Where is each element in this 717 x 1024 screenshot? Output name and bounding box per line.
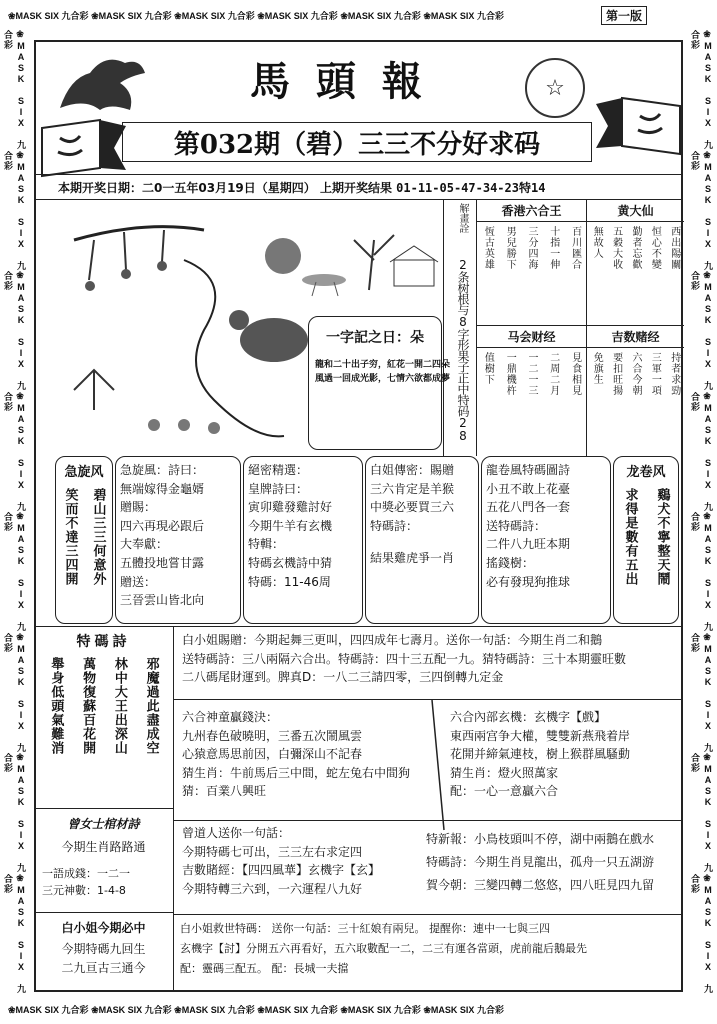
bai-verse: 二九亘古三通今: [61, 960, 146, 975]
verse-column: 萬物復蘇百花開: [80, 657, 96, 755]
right-scroll-banner-icon: [592, 96, 682, 158]
riddle-side-text: 2条树根与8字形果子正中特码28: [456, 258, 470, 442]
verse-column: 一鼎機杵: [504, 352, 516, 396]
poem-line: 曾道人送你一句話：: [182, 826, 291, 840]
poem-line: 搖錢樹：: [486, 555, 535, 570]
riddle-verse: 龍和二十出子穷，紅花一開二四朵: [315, 360, 451, 370]
page-title: 馬 頭 報: [250, 58, 428, 105]
border-pattern: ❀MASK SIX 九合彩: [340, 10, 421, 21]
whirlwind-verses: [56, 488, 112, 586]
border-pattern: ❀MASK SIX 九合彩: [3, 512, 26, 632]
verse-column: 三軍一項: [649, 352, 661, 396]
border-pattern: ❀MASK SIX 九合彩: [8, 1004, 89, 1015]
verse-column: 求得是數有五出: [622, 488, 638, 586]
bai-gift-box: [174, 626, 683, 700]
poem-line: 特輯：: [248, 537, 285, 552]
poem-line: 三晉雲山皆北向: [120, 593, 205, 608]
whirlwind-title: 急旋风: [64, 465, 104, 480]
special-poem-title: 特碼詩: [76, 634, 131, 650]
left-scroll-banner-icon: [40, 118, 130, 180]
poem-line: 今期特轉三六到，一六運程八九好: [182, 881, 363, 896]
border-pattern: ❀MASK SIX 九合彩: [690, 512, 713, 632]
draw-info-bar: [34, 174, 683, 200]
huang-panel-title: 黄大仙: [587, 200, 684, 222]
zeng-numbers: 三元神數：1-4-8: [42, 884, 126, 898]
border-pattern: ❀MASK SIX 九合彩: [3, 271, 26, 391]
poem-line: 中獎必要買三六: [370, 500, 455, 515]
verse-column: 男兒勝下: [504, 226, 516, 270]
tornado-title: 龙卷风: [626, 465, 666, 480]
special-poem-box: [34, 626, 174, 808]
xin-box: [422, 826, 682, 912]
riddle-box: [308, 316, 451, 450]
divider-line: [428, 700, 448, 830]
poem-line: 心猿意馬思前因，白彌深山不記春: [182, 747, 363, 762]
verse-column: 碧山三三何意外: [90, 488, 106, 586]
poem-line: 今期牛羊有玄機: [248, 518, 333, 533]
verse-column: 三分四海: [525, 226, 537, 270]
hk-panel-verses: [477, 226, 586, 270]
ma-panel: [477, 326, 587, 456]
gift-line: 白小姐賜贈：今期起舞三更叫，四四成年七壽月。送你一句話：今期生肖二和鵝: [182, 633, 603, 647]
border-pattern: ❀MASK SIX 九合彩: [690, 30, 713, 150]
top-border-band: [0, 0, 717, 30]
bottom-line: 白小姐救世特碼： 送你一句話：三十紅娘有兩兒。 提醒你：連中一七與三四: [180, 922, 550, 935]
draw-result: 01-11-05-47-34-23特14: [396, 180, 546, 195]
verse-column: 一二一三: [525, 352, 537, 396]
poem-line: 皇牌詩曰：: [248, 481, 309, 496]
seal-stamp: [525, 58, 585, 118]
border-pattern: ❀MASK SIX 九合彩: [3, 632, 26, 753]
whirlwind-poem-box: [115, 456, 241, 624]
draw-date-label: 本期开奖日期：: [58, 180, 143, 195]
border-pattern: ❀MASK SIX 九合彩: [257, 10, 338, 21]
zeng-words: 一語成錢：一二一: [42, 867, 130, 880]
poem-line: 配：一心一意贏六合: [450, 784, 559, 799]
star-icon: ☆: [545, 75, 565, 101]
poem-line: 四六再現必跟后: [120, 518, 205, 533]
right-border-band: [687, 30, 717, 994]
gift-line: 送特碼詩：三八兩隔六合出。特碼詩：四十三五配一九。猜特碼詩：三十本期靈旺數: [182, 651, 627, 666]
border-pattern: ❀MASK SIX 九合彩: [3, 391, 26, 512]
poem-line: 賀今朝：三變四轉二悠悠，四八旺見四九留: [426, 877, 655, 892]
poem-line: 猜生肖：燈火照萬家: [450, 765, 559, 780]
border-pattern: ❀MASK SIX 九合彩: [91, 1004, 172, 1015]
bottom-line: 玄機字【討】分開五六再看好，五六取數配一二，二三有運各當頭，虎前龍后鵝最先: [180, 941, 587, 955]
border-pattern: ❀MASK SIX 九合彩: [690, 391, 713, 512]
border-pattern: ❀MASK SIX 九合彩: [690, 271, 713, 391]
verse-column: 舉身低頭氣難消: [48, 657, 64, 755]
border-pattern: ❀MASK SIX 九合彩: [3, 150, 26, 271]
left-border-band: [0, 30, 30, 994]
border-pattern: ❀MASK SIX 九合彩: [174, 1004, 255, 1015]
border-pattern: ❀MASK SIX 九合彩: [174, 10, 255, 21]
verse-column: 二周二月: [547, 352, 559, 396]
verse-column: 五穀大收: [610, 226, 622, 270]
issue-banner: 第032期（碧）三三不分好求码: [122, 122, 592, 162]
divider: [174, 820, 683, 821]
verse-column: 要扣旺揚: [610, 352, 622, 396]
poem-line: 急旋風：詩曰：: [120, 463, 205, 477]
bottom-border-band: [0, 994, 717, 1024]
tornado-verses: [614, 488, 678, 586]
border-pattern: ❀MASK SIX 九合彩: [8, 10, 89, 21]
poem-line: 絕密精選：: [248, 463, 309, 477]
poem-line: 今期特碼七可出，三三左右求定四: [182, 844, 363, 859]
poem-line: 三六肯定是羊猴: [370, 481, 455, 496]
riddle-verse: 風過一回成光影，七情六欲都成夢: [315, 373, 451, 384]
poem-line: 無端嫁得金龜婿: [120, 481, 205, 496]
ji-panel: [587, 326, 684, 456]
border-pattern: ❀MASK SIX 九合彩: [690, 873, 713, 994]
liu-left-box: [176, 704, 434, 816]
border-pattern: ❀MASK SIX 九合彩: [3, 30, 26, 150]
right-panels: [476, 200, 683, 456]
border-pattern: ❀MASK SIX 九合彩: [690, 753, 713, 873]
verse-column: 恆古英雄: [482, 226, 494, 270]
draw-date: 二0一五年03月19日（星期四）: [142, 180, 316, 195]
zeng-title: 曾女士棺材詩: [67, 817, 140, 831]
poem-line: 特碼詩：: [370, 518, 419, 533]
border-pattern: ❀MASK SIX 九合彩: [3, 873, 26, 994]
poem-line: 吉數賭經：【四四風華】玄機字【玄】: [182, 863, 381, 878]
dao-box: [178, 822, 418, 914]
poem-line: 特碼玄機詩中猜: [248, 555, 333, 570]
liu-right-box: [446, 704, 682, 816]
bai-verse: 今期特碼九回生: [61, 942, 146, 956]
huang-panel: [587, 200, 684, 326]
poem-line: 白姐傳密：賜贈: [370, 463, 455, 477]
verse-column: 恒心不變: [649, 226, 661, 270]
riddle-word: 朵: [410, 330, 424, 346]
poem-line: 東西兩宫争大權，雙雙新燕飛着岸: [450, 728, 631, 743]
result-label: 上期开奖结果: [319, 180, 392, 195]
poem-line: 必有發現狗推球: [486, 574, 571, 589]
bai-title: 白小姐今期必中: [61, 921, 146, 935]
verse-column: 值樹下: [482, 352, 494, 385]
ji-panel-verses: [587, 352, 684, 396]
verse-column: 六合今朝: [629, 352, 641, 396]
border-pattern: ❀MASK SIX 九合彩: [690, 632, 713, 753]
tornado-box: [613, 456, 679, 624]
verse-column: 持者求勁: [668, 352, 680, 396]
border-pattern: ❀MASK SIX 九合彩: [257, 1004, 338, 1015]
bai-box: [34, 912, 174, 992]
secret-picks-box: [243, 456, 363, 624]
poem-line: 五花八門各一套: [486, 500, 571, 515]
poem-line: 贈賜：: [120, 500, 157, 515]
poem-line: 六合神童贏錢決：: [182, 710, 279, 724]
riddle-side-label: 解畫詮: [457, 203, 468, 233]
page-label: 第一版: [601, 6, 647, 25]
ma-panel-verses: [477, 352, 586, 396]
bai-secret-box: [365, 456, 479, 624]
verse-column: 免旗生: [591, 352, 603, 385]
verse-column: 見食相見: [569, 352, 581, 396]
border-pattern: ❀MASK SIX 九合彩: [340, 1004, 421, 1015]
poem-line: 特碼：11-46周: [248, 574, 331, 589]
zeng-box: [34, 808, 174, 912]
poem-line: 大奉獻：: [120, 537, 169, 552]
poem-line: 猜：百業八興旺: [182, 784, 267, 799]
border-pattern: ❀MASK SIX 九合彩: [91, 10, 172, 21]
bottom-line: 配：靈碼三配五。 配：長城一夫擋: [180, 961, 349, 975]
verse-column: 百川匯合: [569, 226, 581, 270]
ji-panel-title: 吉数赌经: [587, 326, 684, 348]
poem-line: 五體投地嘗甘露: [120, 555, 205, 570]
verse-column: 鷄犬不寧整天鬧: [654, 488, 670, 586]
hk-panel-title: 香港六合王: [477, 200, 586, 222]
border-pattern: ❀MASK SIX 九合彩: [423, 1004, 504, 1015]
whirlwind-box: [55, 456, 113, 624]
border-pattern: ❀MASK SIX 九合彩: [3, 753, 26, 873]
hk-panel: [477, 200, 587, 326]
bottom-box: [174, 914, 683, 992]
verse-column: 勤者忘歡: [629, 226, 641, 270]
poem-line: 小丑不敢上花臺: [486, 481, 571, 496]
ma-panel-title: 马会财经: [477, 326, 586, 348]
verse-column: 西出陽關: [668, 226, 680, 270]
poem-line: 特新報：小鳥枝頭叫不停，湖中兩鵝在戲水: [426, 832, 655, 846]
border-pattern: ❀MASK SIX 九合彩: [690, 150, 713, 271]
tornado-poem-box: [481, 456, 611, 624]
poem-line: 特碼詩：今期生肖見龍出，孤舟一只五湖游: [426, 854, 655, 869]
verse-column: 林中大王出深山: [111, 657, 127, 755]
verse-column: 笑而不達三四開: [62, 488, 78, 586]
poem-line: 九州春色破曉明，三番五次鬧風雲: [182, 728, 363, 743]
zeng-line: 今期生肖路路通: [61, 840, 146, 854]
poem-line: 送特碼詩：: [486, 518, 547, 533]
riddle-verses: [315, 359, 451, 387]
poem-line: 贈送：: [120, 574, 157, 589]
verse-column: 無故人: [591, 226, 603, 259]
poem-line: 猜生肖：牛前馬后三中間，蛇左兔右中間狗: [182, 765, 411, 780]
verse-column: 十指一伸: [547, 226, 559, 270]
verse-column: 邪魔過此盡成空: [143, 657, 159, 755]
poem-line: 花開并締氣連枝，樹上猴群風騷動: [450, 747, 631, 762]
poem-line: 二件八九旺本期: [486, 537, 571, 552]
special-poem-verses: [40, 657, 167, 755]
poem-line: 六合內部玄機：玄機字【戲】: [450, 710, 607, 724]
huang-panel-verses: [587, 226, 684, 270]
word-label: 一字記之日：: [326, 330, 410, 346]
poem-line: 龍卷風特碼圖詩: [486, 463, 571, 477]
horse-logo-icon: [50, 48, 150, 118]
gift-line: 二八碼尾財運到。脾真D：一八二三請四零，三四倒轉九定金: [182, 670, 504, 685]
poem-line: 結果雞虎爭一肖: [370, 551, 455, 566]
border-pattern: ❀MASK SIX 九合彩: [423, 10, 504, 21]
poem-line: 寅卯雞發雞討好: [248, 500, 333, 515]
